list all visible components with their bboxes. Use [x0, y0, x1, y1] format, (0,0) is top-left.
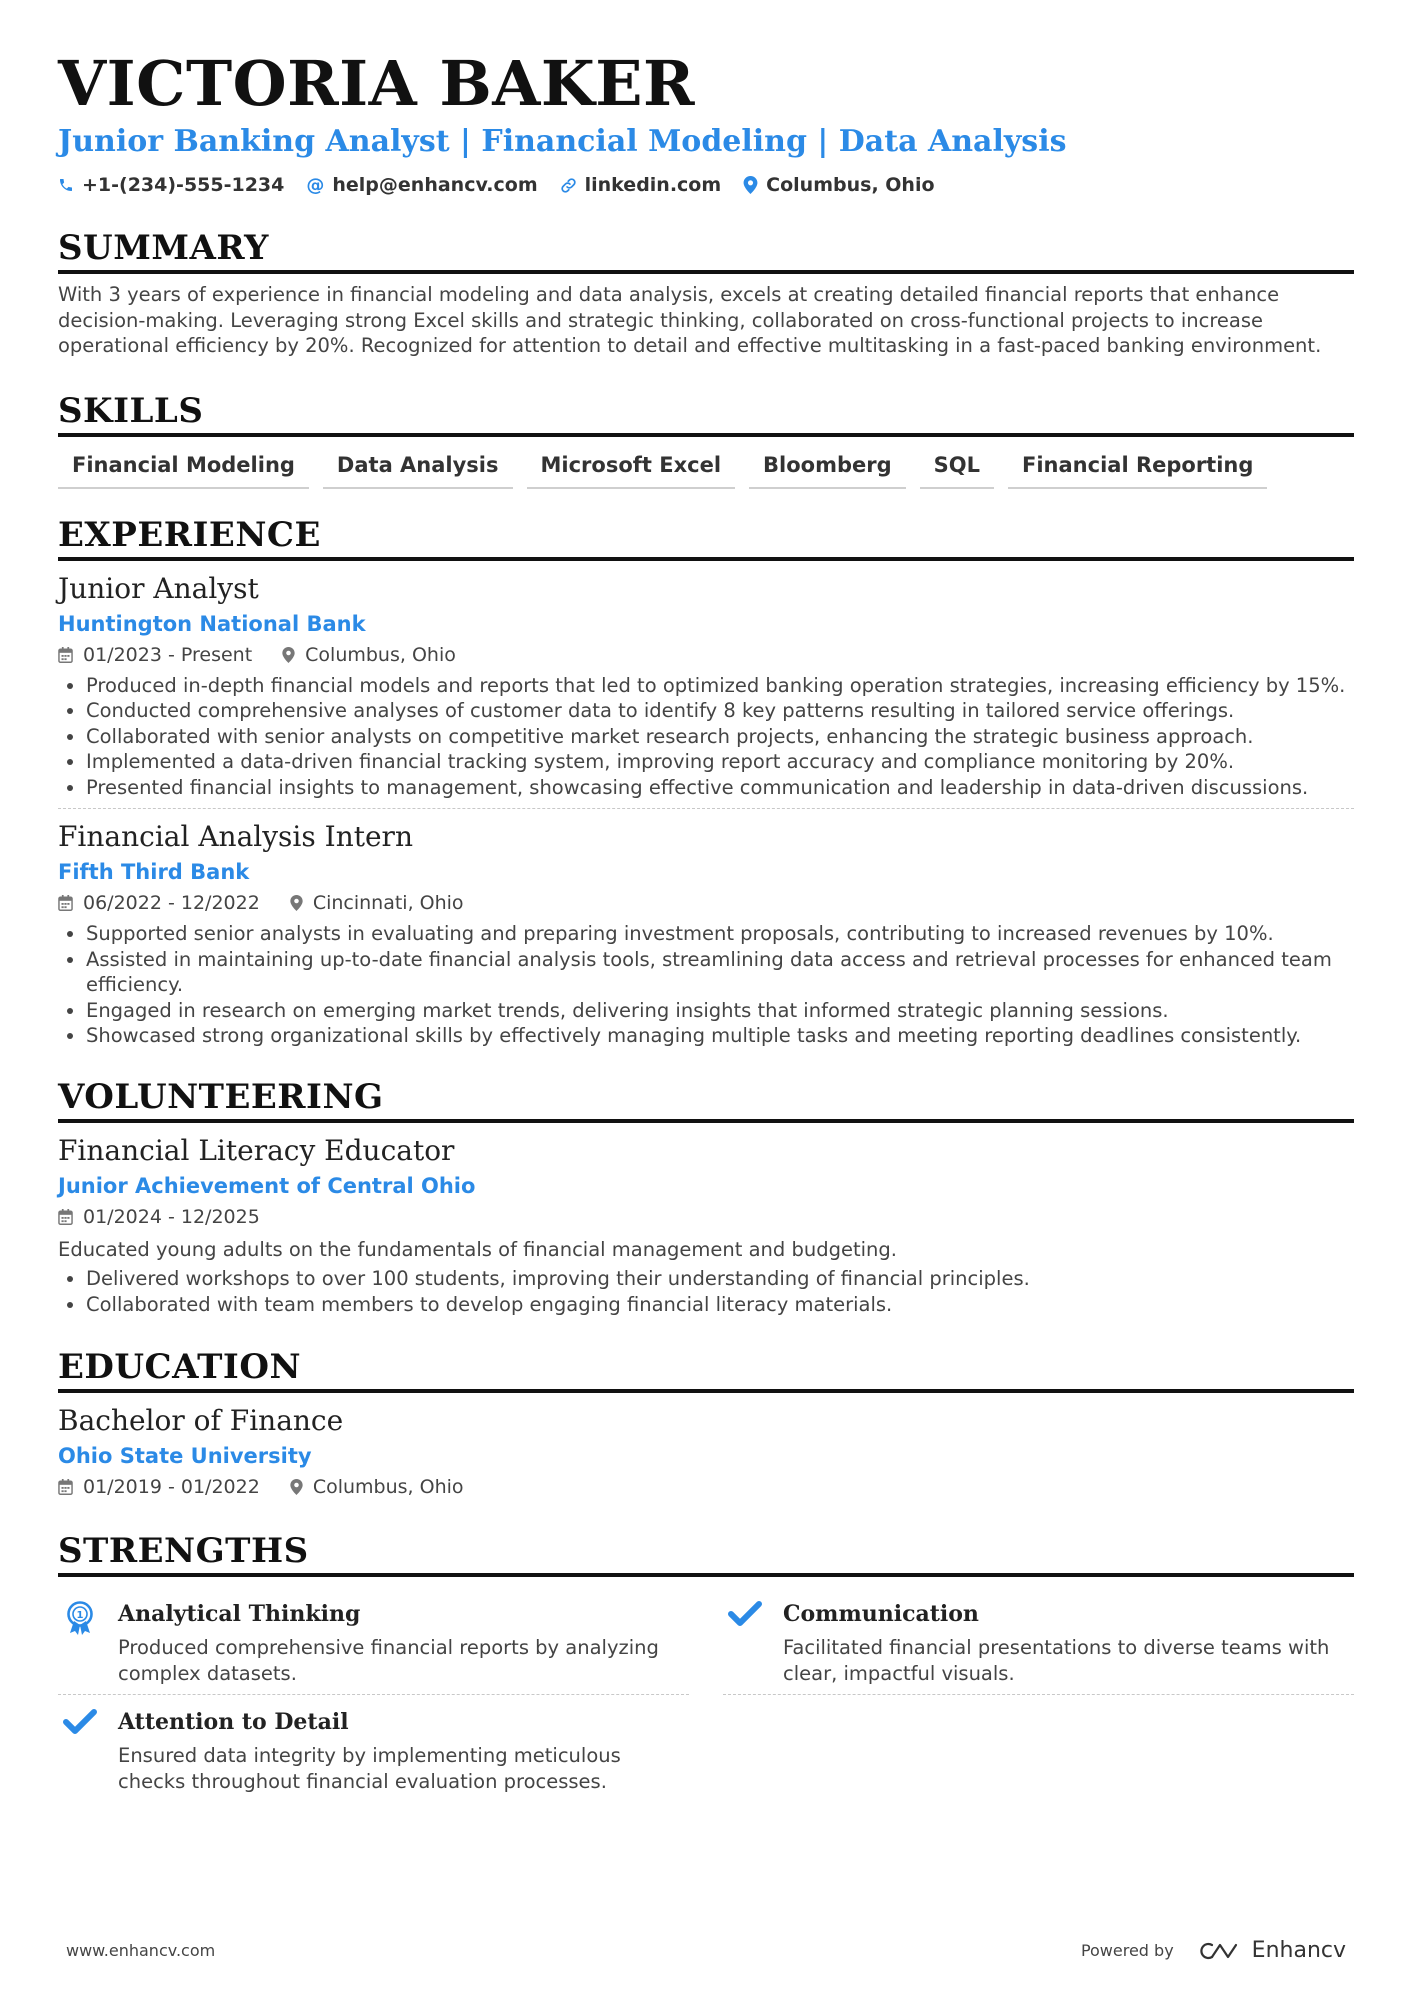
job-meta [58, 889, 1354, 917]
location-text: Cincinnati, Ohio [312, 892, 464, 914]
phone-text: +1-(234)-555-1234 [82, 174, 285, 196]
job-dates [58, 889, 260, 917]
section-divider [58, 433, 1354, 437]
calendar-icon [58, 647, 73, 663]
skills-section [58, 391, 1354, 489]
footer-website[interactable]: www.enhancv.com [66, 1941, 216, 1960]
strength-title: Attention to Detail [118, 1709, 349, 1735]
achievement-item: • Collaborated with senior analysts on competitive market research projects, enhancing the strategic business approach. [86, 724, 1354, 750]
map-pin-icon [290, 1479, 303, 1495]
experience-entry [58, 571, 1354, 810]
contact-bar [58, 174, 1354, 196]
strength-item [58, 1587, 689, 1695]
strength-body [783, 1599, 1354, 1686]
location-text: Columbus, Ohio [305, 643, 456, 666]
section-title-skills: SKILLS [58, 390, 204, 431]
phone-icon [58, 177, 74, 193]
dates-text: 06/2022 - 12/2022 [83, 892, 260, 914]
dates-text: 01/2024 - 12/2025 [83, 1205, 260, 1228]
strength-item [58, 1695, 689, 1802]
achievement-item: • Produced in-depth financial models and reports that led to optimized banking operation strategies, increasing efficiency by 15%. [86, 673, 1354, 699]
section-divider [58, 557, 1354, 561]
section-divider [58, 1119, 1354, 1123]
volunteer-description: Educated young adults on the fundamentals of financial management and budgeting. [58, 1237, 897, 1261]
experience-entry [58, 819, 1354, 1049]
achievement-item: • Engaged in research on emerging market trends, delivering insights that informed strategic planning sessions. [86, 998, 1354, 1024]
checkmark-icon [723, 1599, 767, 1686]
location-text: Columbus, Ohio [766, 174, 935, 196]
strength-description: Ensured data integrity by implementing meticulous checks throughout financial evaluation processes. [118, 1744, 621, 1793]
brand-name: Enhancv [1251, 1938, 1346, 1963]
achievement-list [58, 673, 1354, 801]
strength-body [118, 1599, 689, 1686]
at-sign-icon: @ [306, 174, 325, 196]
location-text: Columbus, Ohio [312, 1476, 464, 1498]
job-location [282, 641, 456, 669]
strength-description: Produced comprehensive financial reports by analyzing complex datasets. [118, 1636, 659, 1685]
skill-tag: SQL [920, 451, 994, 489]
contact-location [743, 174, 934, 196]
achievement-item: • Conducted comprehensive analyses of customer data to identify 8 key patterns resulting in tailored service offerings. [86, 698, 1354, 724]
skill-tag: Microsoft Excel [527, 451, 736, 489]
achievement-item: • Delivered workshops to over 100 students, improving their understanding of financial principles. [86, 1266, 1354, 1292]
dates-text: 01/2023 - Present [83, 643, 253, 666]
section-divider [58, 1573, 1354, 1577]
achievement-item: • Implemented a data-driven financial tracking system, improving report accuracy and compliance monitoring by 20%. [86, 749, 1354, 775]
powered-by [1081, 1938, 1346, 1963]
dates-text: 01/2019 - 01/2022 [83, 1476, 260, 1498]
page-footer [66, 1938, 1346, 1963]
section-title-education: EDUCATION [58, 1347, 302, 1387]
section-title-strengths: STRENGTHS [58, 1531, 309, 1571]
volunteer-dates [58, 1203, 260, 1231]
achievement-item: • Assisted in maintaining up-to-date financial analysis tools, streamlining data access and retrieval processes for enhanced team efficiency. [86, 947, 1354, 998]
link-icon [560, 177, 577, 194]
linkedin-text: linkedin.com [584, 174, 722, 196]
skill-tag: Bloomberg [749, 451, 906, 489]
job-location [290, 889, 464, 917]
summary-text: With 3 years of experience in financial modeling and data analysis, excels at creating detailed financial reports that enhance decision-making. Leveraging strong Excel skills and strategic thinking, collaborated on cross-functional projects to increase operational efficiency by 20%. Recognized for attention to detail and effective multitasking in a fast-paced banking environment. [58, 283, 1322, 357]
section-divider [58, 1389, 1354, 1393]
contact-linkedin[interactable] [560, 174, 722, 196]
strength-description: Facilitated financial presentations to diverse teams with clear, impactful visuals. [783, 1636, 1330, 1685]
candidate-name: VICTORIA BAKER [58, 47, 695, 120]
education-dates [58, 1473, 260, 1501]
school-name: Ohio State University [58, 1444, 312, 1468]
strength-body [118, 1707, 689, 1794]
skill-tag: Data Analysis [323, 451, 513, 489]
degree-title: Bachelor of Finance [58, 1404, 344, 1437]
brand-logo[interactable] [1198, 1938, 1346, 1963]
map-pin-icon [282, 647, 295, 663]
education-meta [58, 1473, 1354, 1501]
map-pin-icon [743, 176, 758, 194]
enhancv-logo-icon [1198, 1940, 1244, 1962]
volunteer-role: Financial Literacy Educator [58, 1133, 455, 1167]
section-title-summary: SUMMARY [58, 228, 269, 268]
entry-divider [58, 808, 1354, 809]
achievement-item: • Collaborated with team members to develop engaging financial literacy materials. [86, 1292, 1354, 1318]
calendar-icon [58, 895, 73, 911]
volunteer-org: Junior Achievement of Central Ohio [58, 1173, 476, 1198]
company-name: Huntington National Bank [58, 611, 366, 636]
job-title: Financial Analysis Intern [58, 820, 413, 853]
skill-tag: Financial Reporting [1008, 451, 1267, 489]
volunteer-meta [58, 1203, 1354, 1231]
job-dates [58, 641, 252, 669]
skills-list [58, 451, 1354, 489]
calendar-icon [58, 1479, 73, 1495]
calendar-icon [58, 1209, 73, 1225]
job-title: Junior Analyst [58, 571, 259, 605]
email-text: help@enhancv.com [332, 174, 538, 196]
svg-text:1: 1 [76, 1610, 84, 1621]
map-pin-icon [290, 895, 303, 911]
checkmark-icon [58, 1707, 102, 1794]
strengths-grid [58, 1587, 1354, 1802]
achievement-item: • Showcased strong organizational skills by effectively managing multiple tasks and meeting reporting deadlines consistently. [86, 1023, 1354, 1049]
award-ribbon-icon [58, 1599, 102, 1686]
company-name: Fifth Third Bank [58, 860, 250, 884]
section-title-volunteering: VOLUNTEERING [58, 1076, 384, 1117]
skill-tag: Financial Modeling [58, 451, 309, 489]
headline: Junior Banking Analyst | Financial Modeling | Data Analysis [58, 124, 1067, 159]
powered-by-text: Powered by [1080, 1941, 1174, 1960]
achievement-item: • Supported senior analysts in evaluating and preparing investment proposals, contributing to increased revenues by 10%. [86, 921, 1354, 947]
education-location [290, 1473, 464, 1501]
contact-email[interactable] [306, 174, 537, 196]
achievement-list [58, 1266, 1354, 1317]
strength-title: Analytical Thinking [118, 1601, 361, 1627]
job-meta [58, 641, 1354, 669]
experience-section [58, 515, 1354, 1049]
strength-item [723, 1587, 1354, 1695]
section-title-experience: EXPERIENCE [58, 514, 321, 555]
summary-section [58, 228, 1354, 359]
section-divider [58, 270, 1354, 274]
achievement-list [58, 921, 1354, 1049]
contact-phone[interactable] [58, 174, 284, 196]
strength-title: Communication [783, 1601, 979, 1627]
achievement-item: • Presented financial insights to management, showcasing effective communication and leadership in data-driven discussions. [86, 775, 1354, 801]
volunteering-section [58, 1077, 1354, 1318]
education-section [58, 1347, 1354, 1501]
strengths-section [58, 1531, 1354, 1802]
